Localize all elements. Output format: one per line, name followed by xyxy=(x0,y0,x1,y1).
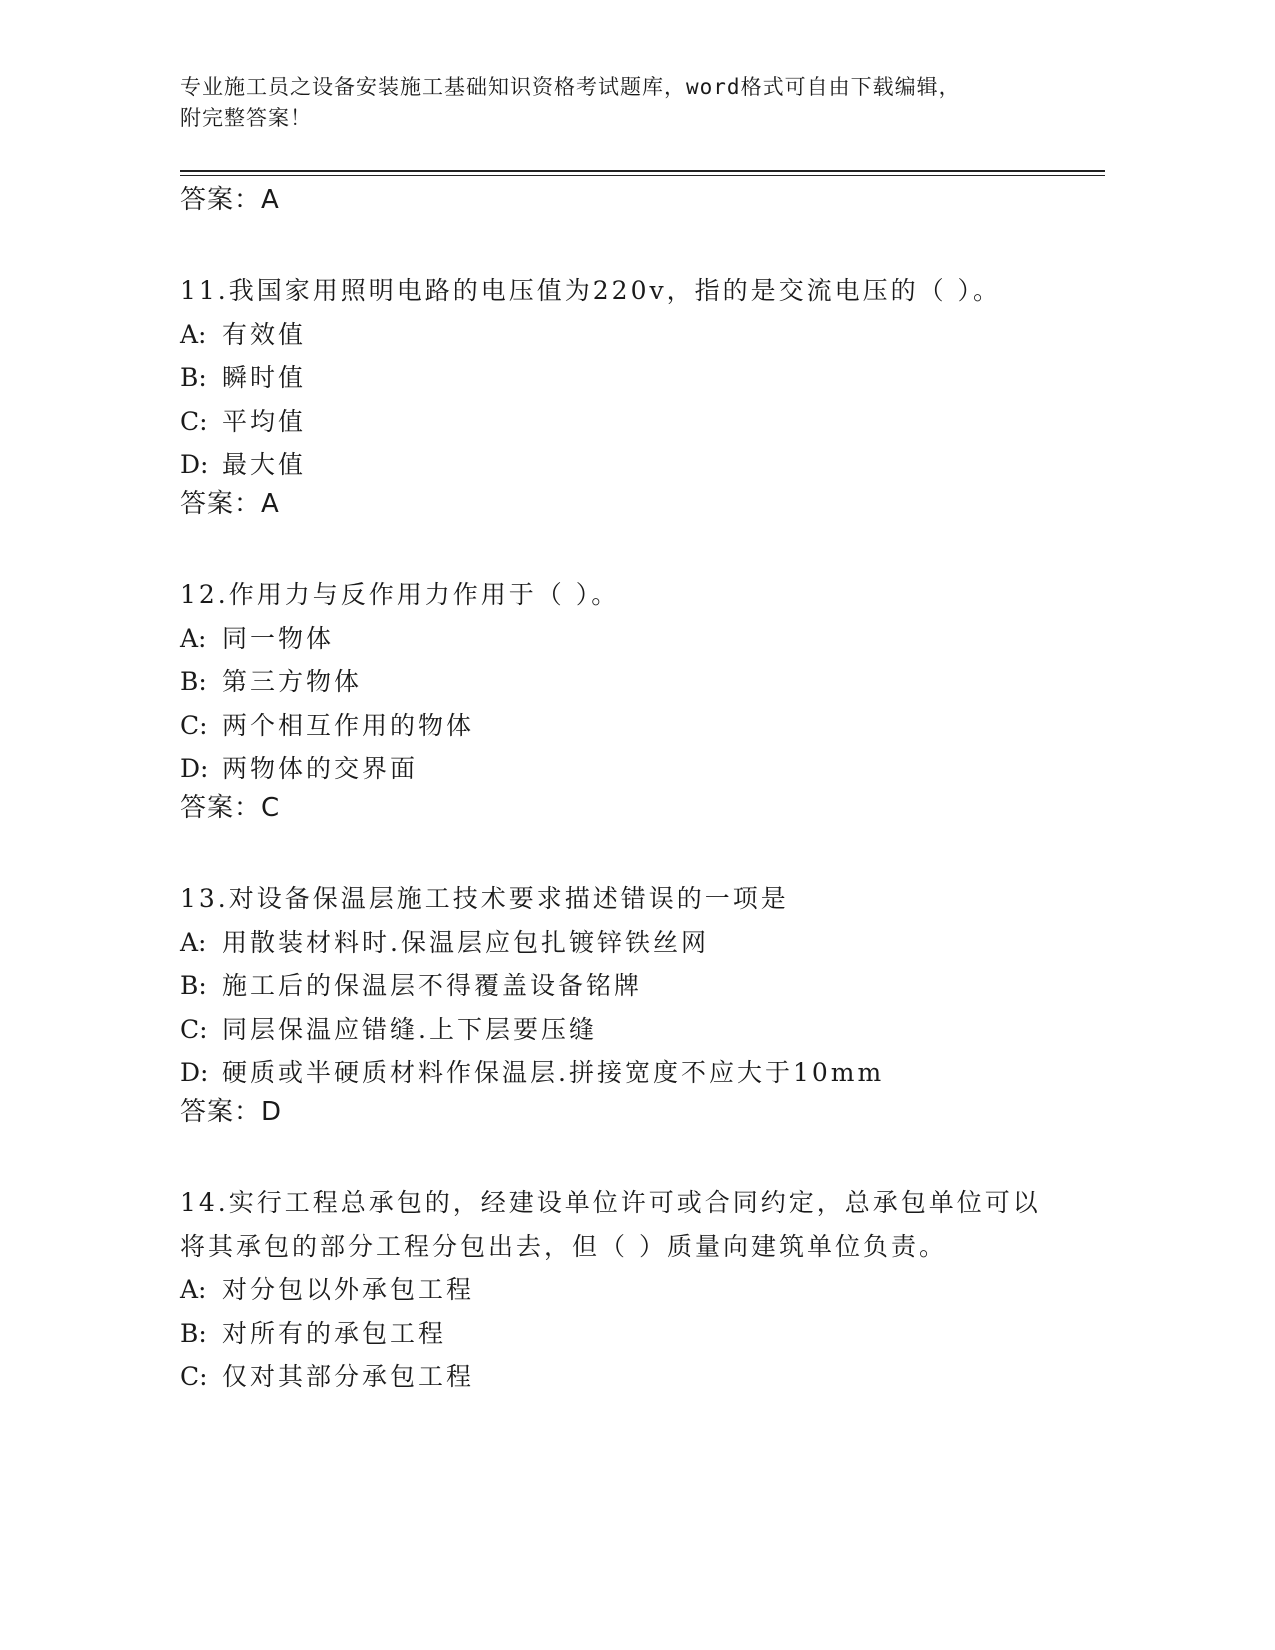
option-d: D: 两物体的交界面 xyxy=(180,754,419,784)
answer-line: 答案：A xyxy=(180,185,280,215)
option-a: A: 对分包以外承包工程 xyxy=(180,1275,475,1305)
answer-line: 答案：C xyxy=(180,792,281,823)
question-13 xyxy=(180,877,1080,921)
question-text-line-1: 14.实行工程总承包的，经建设单位许可或合同约定，总承包单位可以 xyxy=(180,1187,1041,1217)
document-header xyxy=(180,72,1100,134)
option-c: C: 仅对其部分承包工程 xyxy=(180,1362,475,1392)
question-11 xyxy=(180,269,1080,313)
option-b: B: 第三方物体 xyxy=(180,667,363,697)
question-12 xyxy=(180,573,1080,617)
question-list xyxy=(180,183,1080,1399)
option-c: C: 两个相互作用的物体 xyxy=(180,710,475,740)
option-a: A: 有效值 xyxy=(180,319,307,349)
option-d: D: 最大值 xyxy=(180,450,307,480)
option-b: B: 对所有的承包工程 xyxy=(180,1318,447,1348)
option-a: A: 同一物体 xyxy=(180,623,335,653)
question-text-line-2: 将其承包的部分工程分包出去，但（ ）质量向建筑单位负责。 xyxy=(180,1231,947,1261)
header-line-2: 附完整答案！ xyxy=(180,106,312,130)
option-c: C: 同层保温应错缝.上下层要压缝 xyxy=(180,1014,597,1044)
option-d: D: 硬质或半硬质材料作保温层.拼接宽度不应大于10mm xyxy=(180,1058,885,1088)
option-b: B: 瞬时值 xyxy=(180,363,307,393)
option-b: B: 施工后的保温层不得覆盖设备铭牌 xyxy=(180,971,643,1001)
header-divider-thick xyxy=(180,170,1105,172)
question-text: 13.对设备保温层施工技术要求描述错误的一项是 xyxy=(180,883,789,913)
option-a: A: 用散装材料时.保温层应包扎镀锌铁丝网 xyxy=(180,927,709,957)
question-text: 11.我国家用照明电路的电压值为220v，指的是交流电压的（ ）。 xyxy=(180,276,1002,305)
question-text: 12.作用力与反作用力作用于（ ）。 xyxy=(180,579,620,609)
answer-line: 答案：A xyxy=(180,488,280,519)
option-c: C: 平均值 xyxy=(180,406,307,436)
answer-line: 答案：D xyxy=(180,1096,283,1127)
header-divider-thin xyxy=(180,175,1105,176)
question-14 xyxy=(180,1181,1080,1268)
header-line-1: 专业施工员之设备安装施工基础知识资格考试题库，word格式可自由下载编辑， xyxy=(180,75,961,99)
